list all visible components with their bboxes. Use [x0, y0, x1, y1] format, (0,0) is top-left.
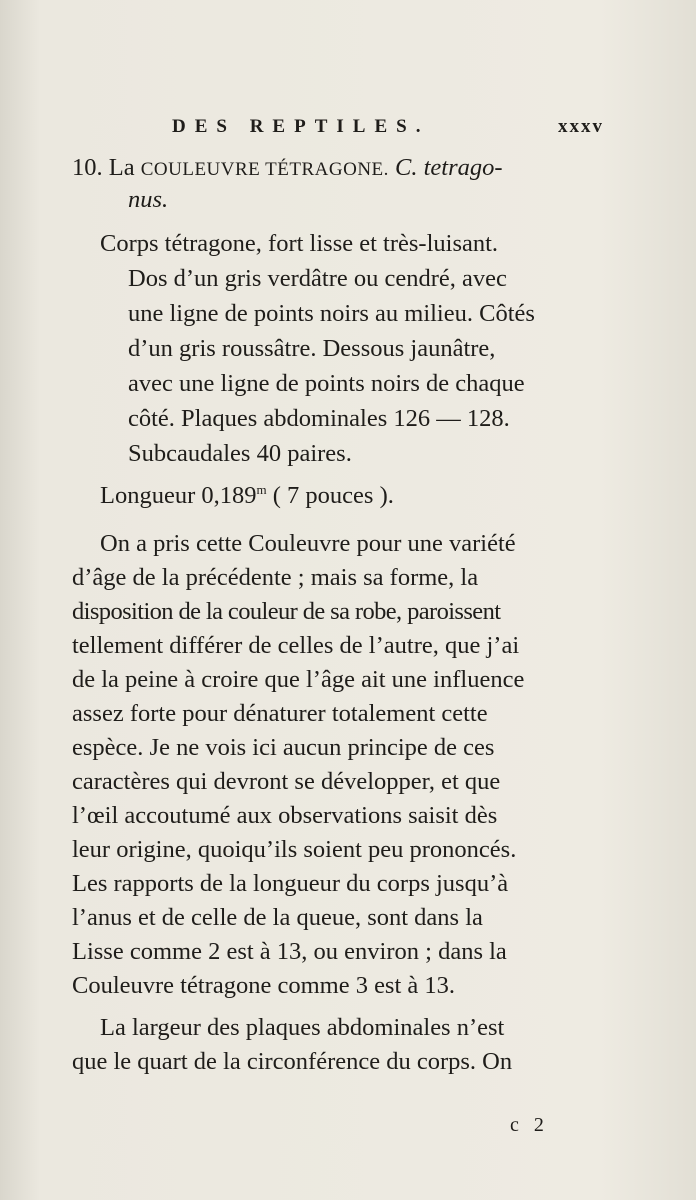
running-header — [172, 116, 604, 138]
paragraph-line: La largeur des plaques abdominales n’est — [100, 1014, 505, 1041]
paragraph-line: disposition de la couleur de sa robe, paroissent — [72, 598, 501, 625]
paragraph-line: caractères qui devront se développer, et que — [72, 768, 501, 795]
page-number: xxxv — [558, 116, 604, 137]
length-measure: Longueur 0,189$^m$ ( 7 pouces ). — [100, 481, 394, 509]
paragraph-line: espèce. Je ne vois ici aucun principe de ces — [72, 734, 495, 761]
length-unit: m — [256, 481, 267, 497]
description-line: Dos d’un gris verdâtre ou cendré, avec — [128, 265, 507, 292]
description-line: une ligne de points noirs au milieu. Côtés — [128, 300, 535, 327]
running-title: DES REPTILES. — [172, 116, 430, 137]
paragraph-line: assez forte pour dénaturer totalement cette — [72, 700, 488, 727]
description-line: d’un gris roussâtre. Dessous jaunâtre, — [128, 335, 496, 362]
paragraph-line: Lisse comme 2 est à 13, ou environ ; dans la — [72, 938, 507, 965]
paragraph-line: On a pris cette Couleuvre pour une variété — [100, 530, 516, 557]
paragraph-line: l’anus et de celle de la queue, sont dans la — [72, 904, 483, 931]
description-line: côté. Plaques abdominales 126 — 128. — [128, 405, 510, 432]
description-line: Corps tétragone, fort lisse et très-luisant. — [100, 230, 499, 257]
paragraph-line: d’âge de la précédente ; mais sa forme, la — [72, 564, 479, 591]
entry-latin-continuation: nus. — [128, 186, 169, 213]
paragraph-line: de la peine à croire que l’âge ait une influence — [72, 666, 525, 693]
paragraph-line: que le quart de la circonférence du corps. On — [72, 1048, 513, 1075]
description-line: Subcaudales 40 paires. — [128, 440, 352, 467]
entry-latin-name: C. tetrago- — [395, 154, 503, 181]
description-line: avec une ligne de points noirs de chaque — [128, 370, 525, 397]
paragraph-line: l’œil accoutumé aux observations saisit dès — [72, 802, 498, 829]
paragraph-line: leur origine, quoiqu’ils soient peu prononcés. — [72, 836, 517, 863]
paragraph-line: Les rapports de la longueur du corps jusqu’à — [72, 870, 509, 897]
paragraph-line: Couleuvre tétragone comme 3 est à 13. — [72, 972, 456, 999]
signature-mark: c 2 — [510, 1114, 549, 1136]
entry-number: 10. — [72, 154, 103, 181]
entry-name: COULEUVRE TÉTRAGONE. — [140, 159, 389, 180]
paragraph-line: tellement différer de celles de l’autre, que j’ai — [72, 632, 520, 659]
entry-name-article: La — [108, 154, 135, 181]
entry-heading — [72, 152, 503, 186]
